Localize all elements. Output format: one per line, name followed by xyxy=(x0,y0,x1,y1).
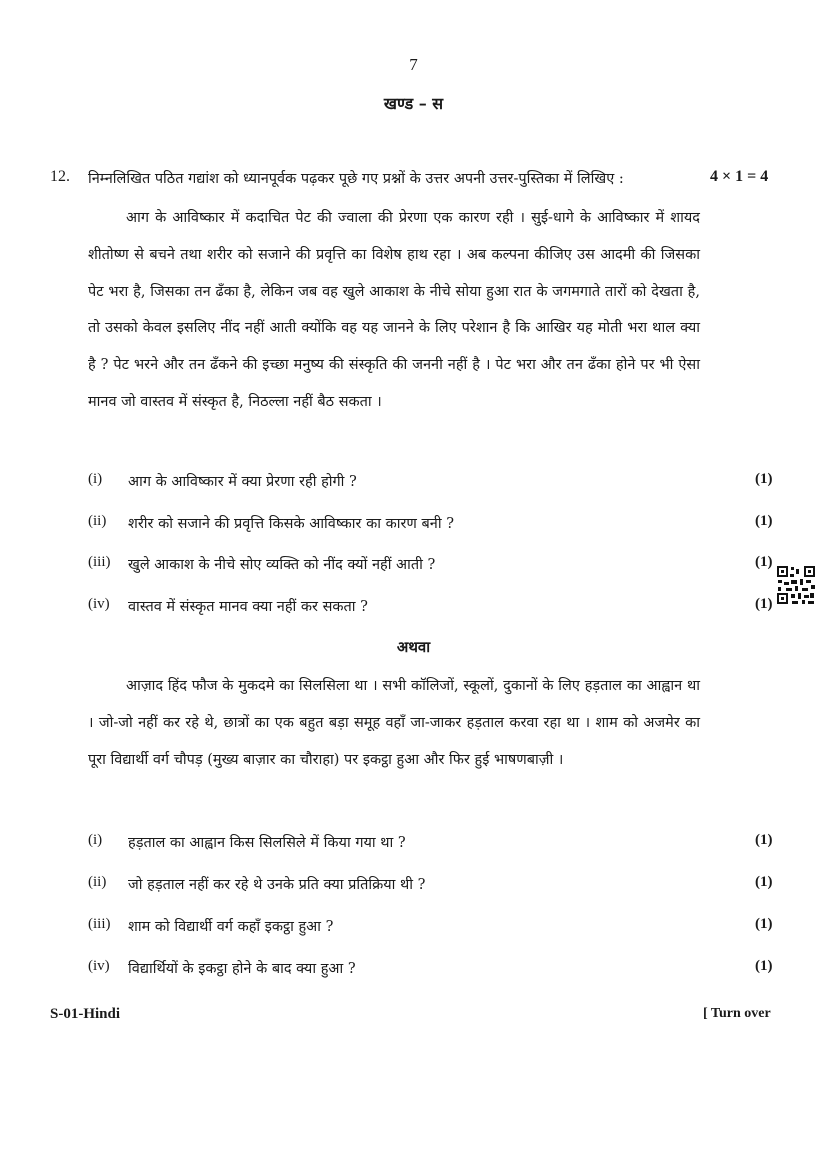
subquestion-1-iv-number: (iv) xyxy=(88,596,110,612)
subquestion-1-iii-marks: (1) xyxy=(755,554,773,570)
subquestion-2-i-number: (i) xyxy=(88,832,103,848)
qr-code-icon xyxy=(776,565,816,605)
subquestion-1-ii-number: (ii) xyxy=(88,513,107,529)
subquestion-1-iii-number: (iii) xyxy=(88,554,111,570)
turn-over-label: [ Turn over xyxy=(703,1006,771,1021)
section-title: खण्ड – स xyxy=(383,94,444,113)
subquestion-1-iv-marks: (1) xyxy=(755,596,773,612)
total-marks: 4 × 1 = 4 xyxy=(710,168,769,185)
passage-two: आज़ाद हिंद फौज के मुकदमे का सिलसिला था । सभी कॉलिजों, स्कूलों, दुकानों के लिए हड़ताल का आह्वान था । जो-जो नहीं कर रहे थे, छात्रों का एक बहुत बड़ा समूह वहाँ जा-जाकर हड़ताल करवा रहा था । शाम को अजमेर का पूरा विद्यार्थी वर्ग चौपड़ (मुख्य बाज़ार का चौराहा) पर इकट्ठा हुआ और फिर हुई भाषणबाज़ी । xyxy=(88,678,700,768)
subquestion-2-iii-number: (iii) xyxy=(88,916,111,932)
subquestion-2-iv-marks: (1) xyxy=(755,958,773,974)
subquestion-1-iii-text: खुले आकाश के नीचे सोए व्यक्ति को नींद क्यों नहीं आती ? xyxy=(128,557,436,573)
subquestion-2-iii-marks: (1) xyxy=(755,916,773,932)
subquestion-1-ii-text: शरीर को सजाने की प्रवृत्ति किसके आविष्कार का कारण बनी ? xyxy=(128,516,454,532)
subquestion-2-i-marks: (1) xyxy=(755,832,773,848)
page-number: 7 xyxy=(409,55,418,74)
passage-one: आग के आविष्कार में कदाचित पेट की ज्वाला की प्रेरणा एक कारण रही । सुई-धागे के आविष्कार में शायद शीतोष्ण से बचने तथा शरीर को सजाने की प्रवृत्ति का विशेष हाथ रहा । अब कल्पना कीजिए उस आदमी की जिसका पेट भरा है, जिसका तन ढँका है, लेकिन जब वह खुले आकाश के नीचे सोया हुआ रात के जगमगाते तारों को देखता है, तो उसको केवल इसलिए नींद नहीं आती क्योंकि वह यह जानने के लिए परेशान है कि आखिर यह मोती भरा थाल क्या है ? पेट भरने और तन ढँकने की इच्छा मनुष्य की संस्कृति की जननी नहीं है । पेट भरा और तन ढँका होने पर भी ऐसा मानव जो वास्तव में संस्कृत है, निठल्ला नहीं बैठ सकता । xyxy=(88,210,700,410)
subquestion-2-ii-number: (ii) xyxy=(88,874,107,890)
subquestion-1-ii-marks: (1) xyxy=(755,513,773,529)
subquestion-1-i-text: आग के आविष्कार में क्या प्रेरणा रही होगी ? xyxy=(128,474,357,490)
or-heading: अथवा xyxy=(396,638,431,656)
question-number: 12. xyxy=(50,168,70,185)
subquestion-2-iv-number: (iv) xyxy=(88,958,110,974)
subquestion-1-iv-text: वास्तव में संस्कृत मानव क्या नहीं कर सकता ? xyxy=(128,599,368,615)
subquestion-1-i-number: (i) xyxy=(88,471,103,487)
question-instruction: निम्नलिखित पठित गद्यांश को ध्यानपूर्वक पढ़कर पूछे गए प्रश्नों के उत्तर अपनी उत्तर-पुस्तिका में लिखिए : xyxy=(88,171,624,187)
subquestion-2-iv-text: विद्यार्थियों के इकट्ठा होने के बाद क्या हुआ ? xyxy=(128,961,356,977)
subquestion-2-ii-marks: (1) xyxy=(755,874,773,890)
subquestion-1-i-marks: (1) xyxy=(755,471,773,487)
subquestion-2-iii-text: शाम को विद्यार्थी वर्ग कहाँ इकट्ठा हुआ ? xyxy=(128,919,334,935)
subquestion-2-i-text: हड़ताल का आह्वान किस सिलसिले में किया गया था ? xyxy=(128,835,406,851)
subquestion-2-ii-text: जो हड़ताल नहीं कर रहे थे उनके प्रति क्या प्रतिक्रिया थी ? xyxy=(128,877,426,893)
paper-code: S-01-Hindi xyxy=(50,1006,121,1022)
